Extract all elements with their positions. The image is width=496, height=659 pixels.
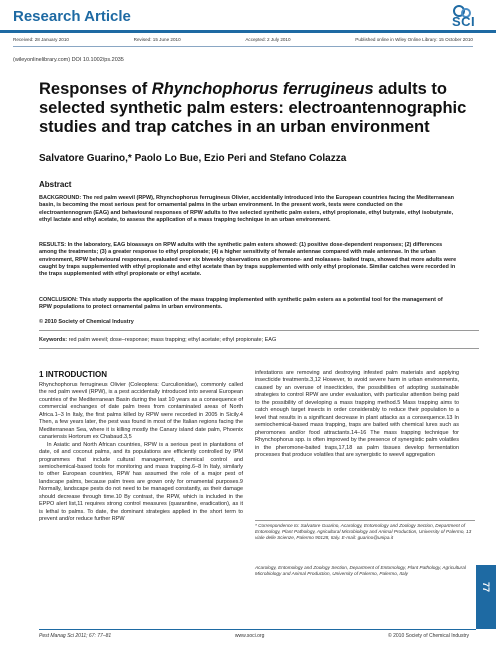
keywords-label: Keywords:: [39, 337, 68, 343]
logo-text: SCI: [452, 14, 476, 29]
keywords-rule-bottom: [39, 348, 479, 349]
accepted-date: Accepted: 2 July 2010: [245, 37, 291, 42]
header-rule: [0, 30, 496, 33]
title-part-1: Responses of: [39, 80, 152, 98]
footer: [39, 633, 469, 639]
abstract-background: [39, 195, 457, 224]
results-text: In the laboratory, EAG bioassays on RPW adults with the synthetic palm esters showed: (1) positive dose-dependent responses; (2) differences among the treatments; (3) a greater response to ethyl propionate; (4) a higher sensitivity of female antennae compared with male antennae. In the urban environment, RPW behavioural responses, evaluated over six biweekly observations on pheromone- and molasses- baited traps, showed that more adults were caught by traps supplemented with ethyl propionate and ethyl acetate than by traps supplemented with only ethyl propionate. Similar catches were recorded in the traps supplemented with ethyl propionate or ethyl acetate.: [39, 242, 457, 278]
footer-website[interactable]: www.soci.org: [234, 633, 265, 639]
title-part-2: adults to selected synthetic palm esters: electroantennographic studies and trap catches in an urban environment: [39, 80, 467, 136]
dates-rule: [13, 46, 473, 47]
conclusion-text: This study supports the application of the mass trapping implemented with synthetic palm esters as a potential tool for the management of RPW populations to protect ornamental palms in urban environments.: [39, 297, 443, 311]
affiliation-note: Acarology, Entomology and Zoology Section, Department of Entomology, Plant Pathology, Agricultural Microbiology and Animal Production, University of Palermo, Palermo, Italy: [255, 565, 466, 576]
publication-dates: [13, 37, 473, 42]
intro-paragraph-1: Rhynchophorus ferrugineus Olivier (Coleoptera: Curculionidae), commonly called the red palm weevil (RPW), is a pest accidentally introduced into several European countries of the Mediterranean Basin during the last 10 years as a consequence of commercial exchanges of date palm trees from contaminated areas of North Africa.1–3 In Italy, the first palms killed by RPW were recorded in 2005 in Sicily.4 Then, a few years later, the pest was found in most of the Italian regions facing the Mediterranean Sea, where it is killing mostly the Canary island date palm, Phoenix canariensis Hortorum ex Chabaud.3,5: [39, 382, 243, 441]
page-number-tab: [476, 565, 496, 629]
doi[interactable]: (wileyonlinelibrary.com) DOI 10.1002/ps.2035: [13, 57, 124, 63]
correspondence-rule: [255, 520, 475, 521]
page-number: 77: [481, 581, 491, 592]
intro-paragraph-3: infestations are removing and destroying infested palm materials and applying insecticide treatments.3,12 However, to avoid severe harm in urban environments, caused by an overuse of insecticides, the possibilities of adopting sustainable strategies to control RPW are under evaluation, with particular attention being paid to the possibility of developing a mass trapping method.5 Mass trapping aims to catch enough target insects in order considerably to reduce their population to a level that results in a significant decrease in plant attacks as a consequence.13 In semiochemical-based mass trapping, traps are baited with chemical lures such as pheromones and/or food attractants.14–16 The mass trapping technique for Rhynchophorus spp. is often improved by the presence of synergistic palm volatiles in the pheromone-baited traps,17,18 as palm tissues develop fermentation processes that produce volatiles that are synergistic to weevil aggregation: [255, 370, 459, 458]
conclusion-label: CONCLUSION:: [39, 297, 78, 303]
intro-paragraph-2: In Asiatic and North African countries, RPW is a serious pest in plantations of date, oil and coconut palms, and its populations are efficiently controlled by IPM programmes that include cultural management, chemical control and semiochemical-based tools for monitoring and mass trapping.6–8 In Italy, similarly to other European countries, RPW has assumed the role of a major pest of landscape palms, because palm trees are grown only for ornamental purposes.9 Normally, landscape pests do not need to be managed constantly, as their damage should decrease through time.10 By contrast, the RPW, which is included in the EPPO alert list,11 requires strong control measures (quarantine, eradication), as it is lethal to palms. To date, the dominant strategies applied in the short term to prevent and/or reduce further RPW: [39, 441, 243, 523]
keywords: [39, 337, 276, 343]
body-column-right: [255, 370, 459, 459]
background-text: The red palm weevil (RPW), Rhynchophorus ferrugineus Olivier, accidentally introduced into the European countries facing the Mediterranean basin, is becoming the most serious pest for ornamental palms in the urban environment. In the present work, tests were conducted on the electroantennogram (EAG) and behavioural responses of RPW adults to five selected synthetic palm esters, ethyl propionate, ethyl butyrate, ethyl isobutyrate, ethyl lactate and ethyl acetate, to assess the application of a mass trapping technique in an urban environment.: [39, 195, 455, 223]
footer-copyright: © 2010 Society of Chemical Industry: [388, 633, 469, 639]
title-species: Rhynchophorus ferrugineus: [151, 80, 374, 98]
abstract-heading: Abstract: [39, 180, 72, 189]
sci-logo: [447, 5, 487, 31]
abstract-copyright: © 2010 Society of Chemical Industry: [39, 319, 134, 325]
published-date: Published online in Wiley Online Library: 15 October 2010: [355, 37, 473, 42]
results-label: RESULTS:: [39, 242, 67, 248]
correspondence-note: * Correspondence to: Salvatore Guarino, Acarology, Entomology and Zoology Section, Department of Entomology, Plant Pathology, Agricultural Microbiology and Animal Production, University of Palermo, 13 viale delle Scienze, Palermo 90128, Italy. E-mail: guarino@unipa.it: [255, 523, 472, 540]
body-column-left: [39, 382, 243, 524]
introduction-heading: 1 INTRODUCTION: [39, 370, 107, 379]
footer-rule: [39, 629, 476, 630]
abstract-results: [39, 242, 457, 278]
footer-citation: Pest Manag Sci 2011; 67: 77–81: [39, 633, 112, 639]
revised-date: Revised: 15 June 2010: [133, 37, 181, 42]
background-label: BACKGROUND:: [39, 195, 82, 201]
keywords-rule-top: [39, 330, 479, 331]
abstract-conclusion: [39, 297, 457, 312]
received-date: Received: 28 January 2010: [13, 37, 69, 42]
section-label: Research Article: [13, 8, 131, 25]
authors: Salvatore Guarino,* Paolo Lo Bue, Ezio Peri and Stefano Colazza: [39, 153, 347, 164]
keywords-text: red palm weevil; dose–response; mass trapping; ethyl acetate; ethyl propionate; EAG: [67, 337, 277, 343]
article-title: [39, 80, 479, 137]
